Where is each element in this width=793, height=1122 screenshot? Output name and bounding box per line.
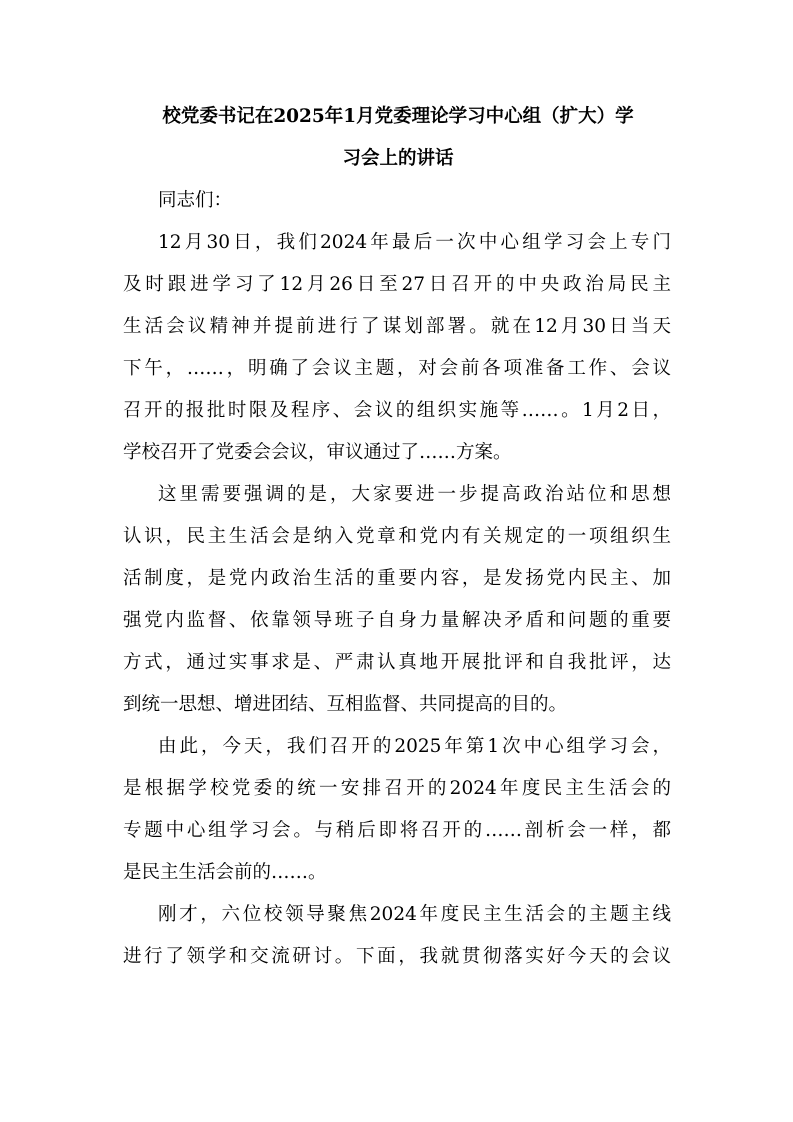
body-line: 12月30日，我们2024年最后一次中心组学习会上专门 [158, 232, 671, 253]
body-line: 方式，通过实事求是、严肃认真地开展批评和自我批评，达 [123, 652, 671, 673]
document-title-line-2: 习会上的讲话 [342, 148, 454, 169]
body-line: 是根据学校党委的统一安排召开的2024年度民主生活会的 [123, 778, 671, 799]
body-line: 专题中心组学习会。与稍后即将召开的……剖析会一样，都 [123, 820, 671, 841]
body-line: 是民主生活会前的……。 [123, 862, 327, 883]
body-line: 及时跟进学习了12月26日至27日召开的中央政治局民主 [123, 274, 671, 295]
body-line: 到统一思想、增进团结、互相监督、共同提高的目的。 [123, 694, 568, 715]
body-line: 召开的报批时限及程序、会议的组织实施等……。1月2日， [123, 400, 671, 421]
body-line: 活制度，是党内政治生活的重要内容，是发扬党内民主、加 [123, 568, 671, 589]
body-line: 学校召开了党委会会议，审议通过了……方案。 [123, 442, 512, 463]
body-line: 刚才，六位校领导聚焦2024年度民主生活会的主题主线 [158, 904, 671, 925]
body-line: 进行了领学和交流研讨。下面，我就贯彻落实好今天的会议 [123, 946, 671, 967]
body-line: 下午，……，明确了会议主题，对会前各项准备工作、会议 [123, 358, 671, 379]
body-line: 生活会议精神并提前进行了谋划部署。就在12月30日当天 [123, 316, 671, 337]
body-line: 由此，今天，我们召开的2025年第1次中心组学习会， [158, 736, 671, 757]
body-line: 这里需要强调的是，大家要进一步提高政治站位和思想 [158, 484, 671, 505]
body-line: 强党内监督、依靠领导班子自身力量解决矛盾和问题的重要 [123, 610, 671, 631]
document-title-line-1: 校党委书记在2025年1月党委理论学习中心组（扩大）学 [162, 106, 634, 127]
salutation: 同志们： [158, 190, 233, 211]
body-line: 认识，民主生活会是纳入党章和党内有关规定的一项组织生 [123, 526, 671, 547]
